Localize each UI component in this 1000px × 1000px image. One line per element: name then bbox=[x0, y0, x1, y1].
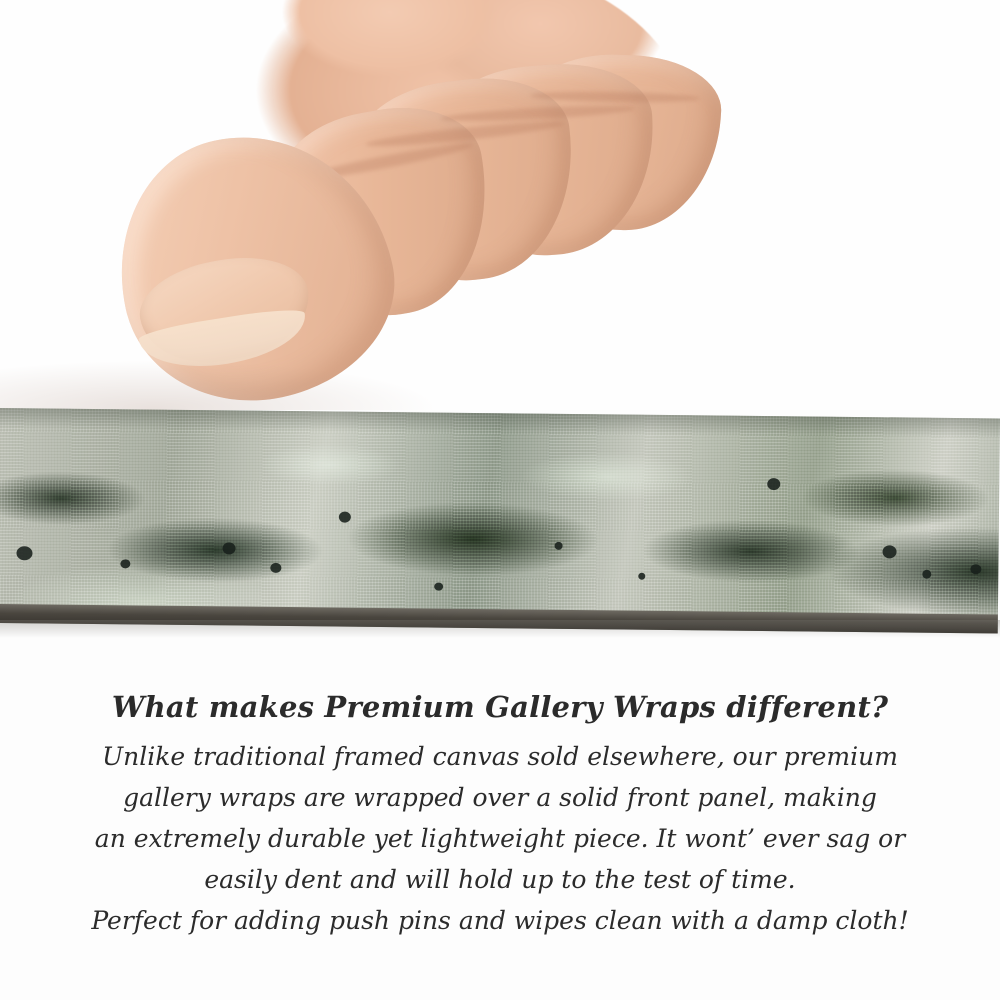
art-speck bbox=[882, 545, 896, 558]
hand-shadow bbox=[0, 360, 440, 410]
caption-line-1: Unlike traditional framed canvas sold elsewhere, our premium bbox=[102, 742, 898, 771]
hand-scene bbox=[0, 0, 1000, 410]
caption-line-5: Perfect for adding push pins and wipes clean with a damp cloth! bbox=[91, 906, 909, 935]
art-speck bbox=[120, 559, 130, 568]
art-speck bbox=[638, 573, 645, 580]
caption-line-3: an extremely durable yet lightweight piece. It wont’ ever sag or bbox=[94, 824, 906, 853]
art-speck bbox=[339, 512, 351, 523]
art-speck bbox=[16, 546, 32, 560]
art-speck bbox=[270, 563, 281, 573]
art-speck bbox=[222, 542, 235, 554]
canvas-weave-texture bbox=[0, 408, 1000, 633]
canvas-wrap-edge bbox=[0, 408, 1000, 633]
canvas-drop-shadow bbox=[0, 620, 1000, 638]
art-speck bbox=[555, 542, 563, 550]
art-speck bbox=[434, 583, 443, 591]
hand-illustration bbox=[110, 0, 710, 410]
caption-line-2: gallery wraps are wrapped over a solid front panel, making bbox=[123, 783, 877, 812]
art-speck bbox=[922, 570, 931, 579]
caption-line-4: easily dent and will hold up to the test of time. bbox=[204, 865, 796, 894]
caption-heading: What makes Premium Gallery Wraps different? bbox=[111, 690, 889, 724]
art-speck bbox=[970, 564, 981, 574]
art-speck bbox=[767, 478, 780, 490]
caption-block bbox=[0, 690, 1000, 941]
